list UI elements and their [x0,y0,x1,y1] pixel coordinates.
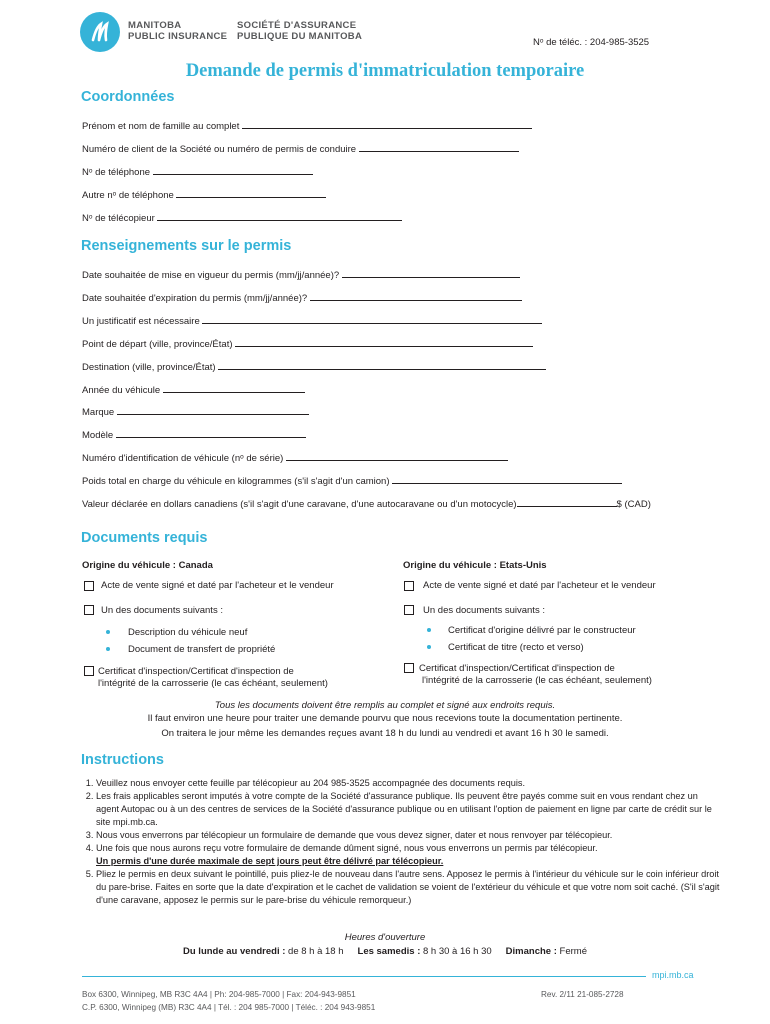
fax-label: Nᵒ de télécopieur [82,213,155,224]
make-field [82,405,309,418]
canada-inspection-line1: Certificat d'inspection/Certificat d'inspection de [98,666,294,677]
instruction-item-2: 2. Les frais applicables seront imputés à votre compte de la Société d'assurance publique. Ils peuvent être payés comme suit en vous rendant chez un agent Autopac ou à un des centres de services de la Société d'assurance publique ou en utilisant l'option de paiement en ligne par carte de crédit sur le site mpi.mb.ca. [96,790,722,829]
website-link[interactable]: mpi.mb.ca [652,970,694,980]
header-fax-number: Nᵒ de téléc. : 204-985-3525 [533,37,650,48]
destination-label: Destination (ville, province/État) [82,362,216,373]
instructions-list [82,777,722,907]
usa-one-of-following-label: Un des documents suivants : [423,605,545,616]
instruction-item-5: 5. Pliez le permis en deux suivant le pointillé, puis pliez-le de nouveau dans l'autre sens. Apposez le permis à l'intérieur du véhicule sur le coin inférieur droit du pare-brise. Faites en sorte que la date d'expiration et le cachet de validation se voient de l'extérieur du véhicule et que votre nom soit caché. (S'il s'agit d'une caravane, apposez le permis sur le pare-brise du véhicule remorqueur.) [96,868,722,907]
fax-input-line[interactable] [157,211,402,221]
other-phone-field [82,188,326,201]
opening-hours-title: Heures d'ouverture [344,932,426,943]
vin-field [82,451,508,464]
usa-bill-of-sale-label: Acte de vente signé et daté par l'acheteur et le vendeur [423,580,656,591]
phone-label: Nᵒ de téléphone [82,167,151,178]
org-name-fr-line1: SOCIÉTÉ D'ASSURANCE [237,20,357,31]
instruction-item-1: 1. Veuillez nous envoyer cette feuille par télécopieur au 204 985-3525 accompagnée des documents requis. [96,777,722,790]
max-duration-emphasis: Un permis d'une durée maximale de sept jours peut être délivré par télécopieur. [96,856,444,866]
usa-inspection-checkbox[interactable] [404,663,414,673]
canada-new-vehicle-description: Description du véhicule neuf [128,627,248,638]
section-heading-permis: Renseignements sur le permis [81,238,292,254]
instruction-item-4 [96,842,722,868]
declared-value-label: Valeur déclarée en dollars canadiens (s'il s'agit d'une caravane, d'une autocaravane ou d'un motocycle) [82,499,517,510]
other-phone-input-line[interactable] [176,188,326,198]
org-name-en [128,20,227,42]
address-en: Box 6300, Winnipeg, MB R3C 4A4 | Ph: 204-985-7000 | Fax: 204-943-9851 [82,990,356,999]
sunday-hours-value: Fermé [559,946,587,957]
start-date-input-line[interactable] [342,268,520,278]
canada-bill-of-sale-checkbox[interactable] [84,581,94,591]
address-fr: C.P. 6300, Winnipeg (MB) R3C 4A4 | Tél. : 204 985-7000 | Téléc. : 204 943-9851 [82,1003,376,1012]
fax-field [82,211,402,224]
instruction-item-4-text: Une fois que nous aurons reçu votre formulaire de demande dûment signé, nous vous enverrons un permis par télécopieur. [96,843,598,853]
canada-one-of-following-label: Un des documents suivants : [101,605,223,616]
justification-field [82,314,542,327]
expiry-date-field [82,291,522,304]
bullet-icon [106,630,110,634]
processing-time-note: Il faut environ une heure pour traiter une demande pourvu que nous recevions toute la documentation pertinente. [147,713,623,724]
start-date-label: Date souhaitée de mise en vigueur du permis (mm/jj/année)? [82,270,340,281]
client-number-label: Numéro de client de la Société ou numéro de permis de conduire [82,144,357,155]
org-name-fr-line2: PUBLIQUE DU MANITOBA [237,31,363,42]
saturday-hours-label: Les samedis : [357,946,421,957]
section-heading-instructions: Instructions [81,752,164,768]
canada-inspection-checkbox[interactable] [84,666,94,676]
usa-bill-of-sale-checkbox[interactable] [404,581,414,591]
origin-usa-heading: Origine du véhicule : Etats-Unis [403,560,547,571]
make-label: Marque [82,407,115,418]
canada-one-of-following-checkbox[interactable] [84,605,94,615]
usa-inspection-label [419,663,652,687]
vehicle-year-field [82,383,305,396]
usa-certificate-of-title: Certificat de titre (recto et verso) [448,642,584,653]
justification-input-line[interactable] [202,314,542,324]
org-name-fr [237,20,362,42]
model-label: Modèle [82,430,114,441]
footer-divider [82,976,646,977]
phone-field [82,165,313,178]
saturday-hours-value: 8 h 30 à 16 h 30 [423,946,492,957]
full-name-input-line[interactable] [242,119,532,129]
model-input-line[interactable] [116,428,306,438]
usa-one-of-following-checkbox[interactable] [404,605,414,615]
section-heading-documents: Documents requis [81,530,208,546]
gvw-input-line[interactable] [392,474,622,484]
client-number-input-line[interactable] [359,142,519,152]
gvw-label: Poids total en charge du véhicule en kilogrammes (s'il s'agit d'un camion) [82,476,390,487]
same-day-processing-note: On traitera le jour même les demandes reçues avant 18 h du lundi au vendredi et avant 16 h 30 le samedi. [161,728,609,739]
sunday-hours-label: Dimanche : [505,946,557,957]
expiry-date-label: Date souhaitée d'expiration du permis (mm/jj/année)? [82,293,308,304]
client-number-field [82,142,519,155]
weekday-hours-value: de 8 h à 18 h [288,946,344,957]
departure-field [82,337,533,350]
expiry-date-input-line[interactable] [310,291,522,301]
bullet-icon [427,645,431,649]
departure-label: Point de départ (ville, province/État) [82,339,233,350]
documents-completeness-note: Tous les documents doivent être remplis au complet et signé aux endroits requis. [214,700,556,711]
destination-input-line[interactable] [218,360,546,370]
bullet-icon [427,628,431,632]
weekday-hours-label: Du lunde au vendredi : [183,946,286,957]
other-phone-label: Autre nᵒ de téléphone [82,190,174,201]
phone-input-line[interactable] [153,165,313,175]
departure-input-line[interactable] [235,337,533,347]
origin-canada-heading: Origine du véhicule : Canada [82,560,213,571]
revision-code: Rev. 2/11 21-085-2728 [541,990,624,999]
usa-inspection-line1: Certificat d'inspection/Certificat d'inspection de [419,663,615,674]
usa-certificate-of-origin: Certificat d'origine délivré par le constructeur [448,625,636,636]
org-name-en-line2: PUBLIC INSURANCE [128,31,228,42]
section-heading-coordonnees: Coordonnées [81,89,175,105]
usa-inspection-line2: l'intégrité de la carrosserie (le cas échéant, seulement) [422,675,652,686]
vehicle-year-input-line[interactable] [163,383,305,393]
canada-transfer-document: Document de transfert de propriété [128,644,276,655]
org-name-en-line1: MANITOBA [128,20,182,31]
make-input-line[interactable] [117,405,309,415]
form-title: Demande de permis d'immatriculation temporaire [185,61,585,81]
mpi-logo-icon [80,12,120,52]
start-date-field [82,268,520,281]
canada-inspection-line2: l'intégrité de la carrosserie (le cas échéant, seulement) [98,678,328,689]
model-field [82,428,306,441]
vin-input-line[interactable] [286,451,508,461]
destination-field [82,360,546,373]
full-name-label: Prénom et nom de famille au complet [82,121,240,132]
gvw-field [82,474,622,487]
canada-bill-of-sale-label: Acte de vente signé et daté par l'acheteur et le vendeur [101,580,334,591]
declared-value-field [82,497,651,510]
full-name-field [82,119,532,132]
declared-value-input-line[interactable] [517,497,617,507]
vehicle-year-label: Année du véhicule [82,385,161,396]
canada-inspection-label [98,666,328,690]
justification-label: Un justificatif est nécessaire [82,316,200,327]
bullet-icon [106,647,110,651]
vin-label: Numéro d'identification de véhicule (nᵒ de série) [82,453,284,464]
opening-hours [0,946,770,957]
instruction-item-3: 3. Nous vous enverrons par télécopieur un formulaire de demande que vous devez signer, dater et nous renvoyer par télécopieur. [96,829,722,842]
currency-suffix: $ (CAD) [616,499,651,510]
